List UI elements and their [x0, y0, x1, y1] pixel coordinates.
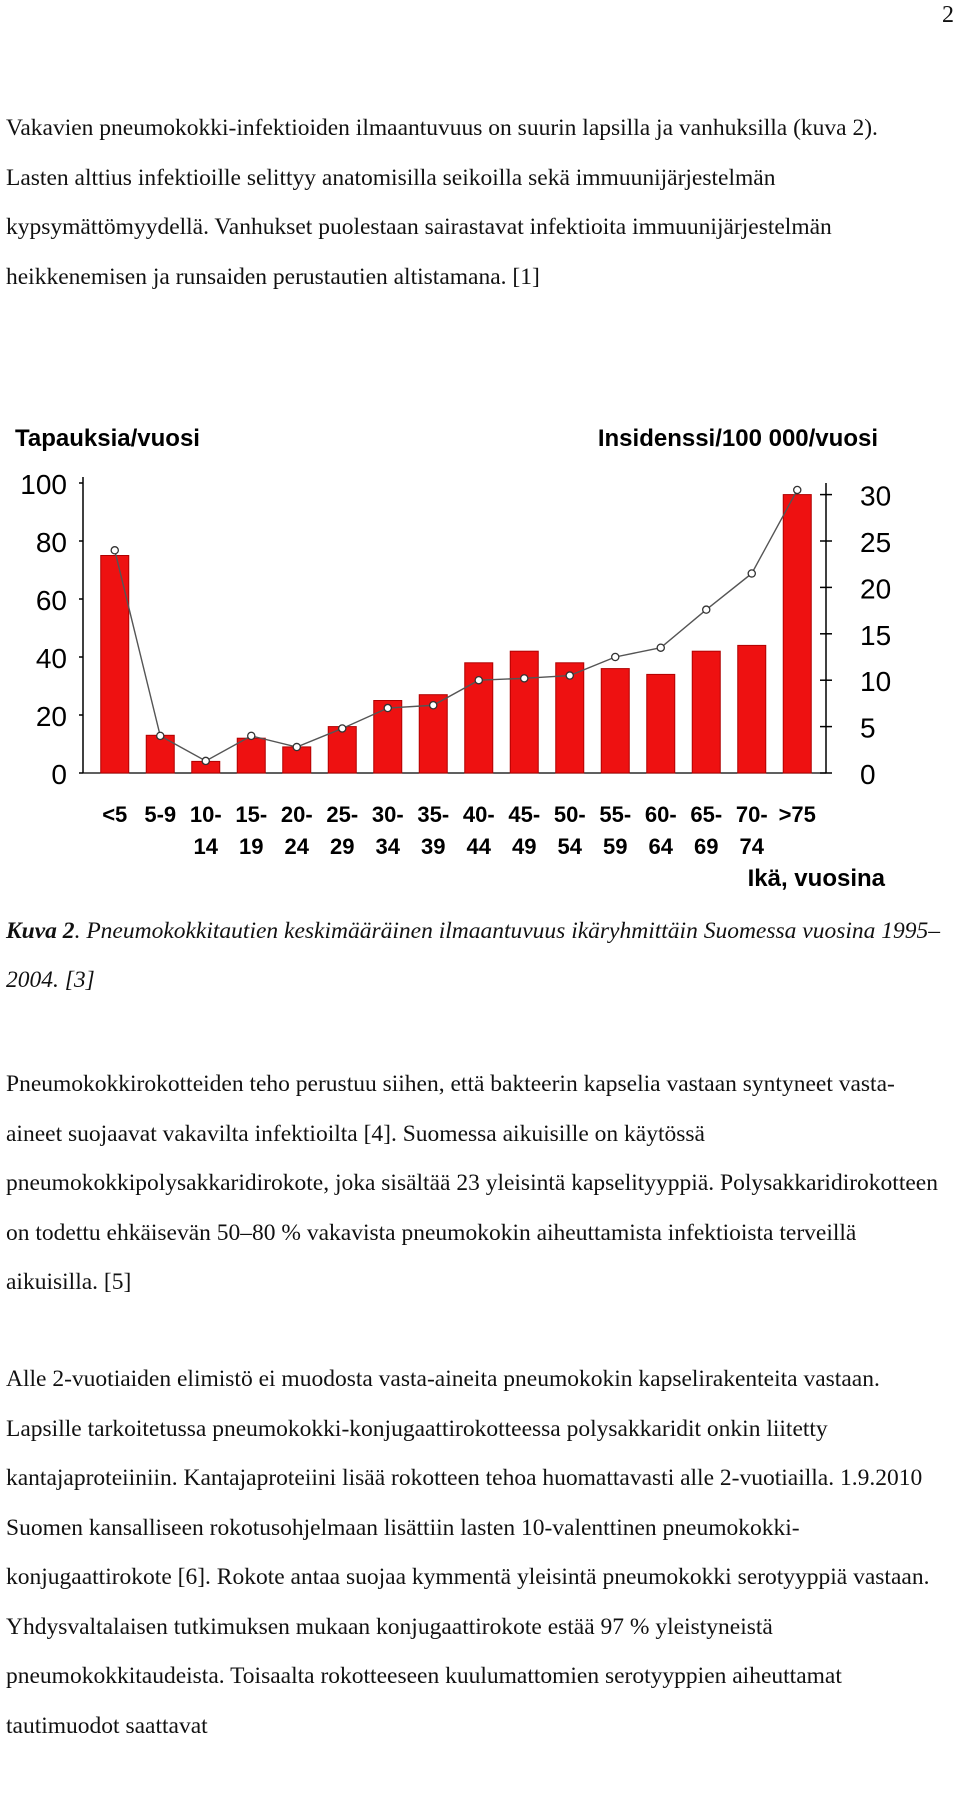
left-tick-label: 0	[51, 759, 67, 790]
category-label: >75	[778, 802, 816, 827]
bar	[783, 495, 811, 773]
bar	[738, 645, 766, 773]
paragraph-conjugate-vaccine: Alle 2-vuotiaiden elimistö ei muodosta vasta-aineita pneumokokin kapselirakenteita vastaan. Lapsille tarkoitetussa pneumokokki-konjugaattirokotteessa polysakkaridit onkin liitetty kantajaproteiiniin. Kantajaproteiini lisää rokotteen tehoa huomattavasti alle 2-vuotiailla. 1.9.2010 Suomen kansalliseen rokotusohjelmaan lisättiin lasten 10-valenttinen pneumokokki-konjugaattirokote [6]. Rokote antaa suojaa kymmentä yleisintä pneumokokki serotyyppiä vastaan. Yhdysvaltalaisen tutkimuksen mukaan konjugaattirokote estää 97 % yleistyneistä pneumokokkitaudeista. Toisaalta rokotteeseen kuulumattomien serotyyppien aiheuttamat tautimuodot saattavat	[6, 1366, 930, 1739]
category-label: 25-	[326, 802, 359, 827]
paragraph-intro: Vakavien pneumokokki-infektioiden ilmaantuvuus on suurin lapsilla ja vanhuksilla (kuva 2). Lasten alttius infektioille selittyy anatomisilla seikoilla sekä immuunijärjestelmän kypsymättömyydellä. Vanhukset puolestaan sairastavat infektioita immuunijärjestelmän heikkenemisen ja runsaiden perustautien altistamana. [1]	[6, 115, 878, 290]
page-number: 2	[942, 2, 954, 28]
caption-label: Kuva 2	[6, 918, 75, 944]
category-label: 74	[739, 834, 764, 859]
category-label: 49	[512, 834, 537, 859]
category-label: 24	[284, 834, 309, 859]
right-tick-label: 5	[860, 712, 876, 744]
category-label: 70-	[735, 802, 768, 827]
left-tick-label: 40	[35, 643, 67, 674]
incidence-point	[430, 702, 437, 709]
category-label: 54	[557, 834, 582, 859]
incidence-point	[748, 570, 755, 577]
left-axis-title: Tapauksia/vuosi	[15, 425, 200, 452]
incidence-point	[612, 653, 619, 660]
right-tick-label: 20	[860, 573, 892, 605]
category-label: 60-	[644, 802, 677, 827]
category-label: 45-	[508, 802, 541, 827]
category-label: 69	[694, 834, 719, 859]
bar	[692, 651, 720, 773]
category-label: 44	[466, 834, 491, 859]
category-label: 15-	[235, 802, 268, 827]
incidence-point	[475, 677, 482, 684]
incidence-point	[202, 757, 209, 764]
incidence-point	[248, 732, 255, 739]
right-tick-label: 0	[860, 759, 876, 790]
category-label: 34	[375, 834, 400, 859]
right-tick-label: 25	[860, 527, 892, 558]
left-tick-label: 100	[20, 469, 67, 500]
category-label: 40-	[462, 802, 495, 827]
category-label: 20-	[280, 802, 313, 827]
category-label: 35-	[417, 802, 450, 827]
left-tick-label: 80	[35, 527, 67, 558]
right-axis-title: Insidenssi/100 000/vuosi	[597, 425, 878, 452]
category-label: 29	[330, 834, 355, 859]
bar	[601, 669, 629, 773]
right-tick-label: 15	[860, 619, 892, 651]
bar	[510, 651, 538, 773]
left-tick-label: 20	[35, 701, 67, 732]
incidence-point	[339, 725, 346, 732]
category-label: 14	[193, 834, 218, 859]
incidence-point	[293, 743, 300, 750]
incidence-point	[703, 606, 710, 613]
right-tick-label: 30	[860, 480, 892, 512]
incidence-point	[111, 547, 118, 554]
bar	[647, 674, 675, 773]
incidence-point	[794, 486, 801, 493]
x-axis-title: Ikä, vuosina	[747, 865, 885, 892]
incidence-chart	[0, 410, 900, 900]
category-label: 5-9	[144, 802, 177, 827]
category-label: 55-	[599, 802, 632, 827]
figure-caption	[6, 907, 946, 1005]
left-tick-label: 60	[35, 585, 67, 616]
incidence-point	[657, 644, 664, 651]
paragraph-vaccine-efficacy: Pneumokokkirokotteiden teho perustuu siihen, että bakteerin kapselia vastaan syntyneet vasta-aineet suojaavat vakavilta infektioilta [4]. Suomessa aikuisille on käytössä pneumokokkipolysakkaridirokote, joka sisältää 23 yleisintä kapselityyppiä. Polysakkaridirokotteen on todettu ehkäisevän 50–80 % vakavista pneumokokin aiheuttamista infektioista terveillä aikuisilla. [5]	[6, 1071, 938, 1295]
category-label: 30-	[371, 802, 404, 827]
category-label: 65-	[690, 802, 723, 827]
bar	[237, 738, 265, 773]
incidence-point	[521, 675, 528, 682]
incidence-point	[384, 704, 391, 711]
category-label: 39	[421, 834, 446, 859]
category-label: 50-	[553, 802, 586, 827]
caption-text: . Pneumokokkitautien keskimääräinen ilmaantuvuus ikäryhmittäin Suomessa vuosina 1995–2004. [3]	[6, 918, 941, 993]
category-label: <5	[102, 802, 128, 827]
category-label: 64	[648, 834, 673, 859]
bar	[328, 727, 356, 773]
category-label: 19	[239, 834, 264, 859]
category-label: 59	[603, 834, 628, 859]
right-tick-label: 10	[860, 666, 892, 698]
incidence-point	[157, 732, 164, 739]
category-label: 10-	[189, 802, 222, 827]
incidence-point	[566, 672, 573, 679]
